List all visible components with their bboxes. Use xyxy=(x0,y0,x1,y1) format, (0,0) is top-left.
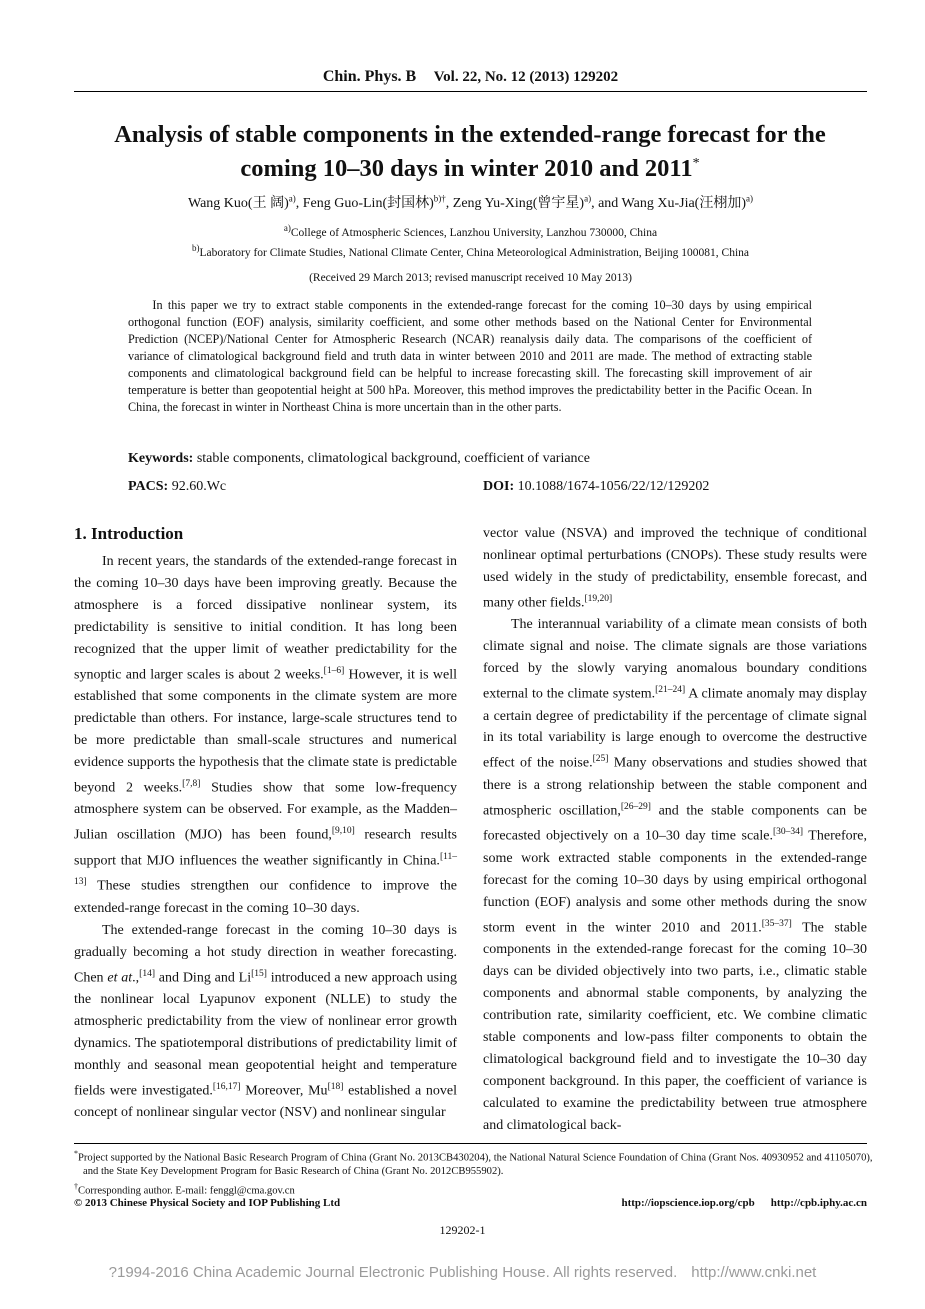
doi[interactable]: DOI: 10.1088/1674-1056/22/12/129202 xyxy=(483,479,710,494)
text-run: A climate anomaly may display a certain degree of predictability if the percentage of climate signal in its total variability is large enough to overcome the destructive effect of the noise. xyxy=(483,686,867,772)
journal-links xyxy=(621,1197,867,1209)
citation-ref[interactable]: [9,10] xyxy=(331,826,355,837)
footnote-funding: *Project supported by the National Basic Research Program of China (Grant No. 2013CB430204), the National Natural Science Foundation of China (Grant Nos. 40930952 and 41105070), and the State Key Development Program for Basic Research of China (Grant No. 2012CB955902). xyxy=(74,1149,873,1178)
text-run: ., xyxy=(132,970,140,986)
author-list: Wang Kuo(王 阔)$^{a)}$, Feng Guo-Lin(封国林)$^{b)\dagger}$, Zeng Yu-Xing(曾宇星)$^{a)}$, and Wang Xu-Jia(汪栩加)$^{a)}$ xyxy=(187,193,754,211)
paper-title xyxy=(60,120,880,183)
body-column-right xyxy=(483,523,867,1136)
title-line-2: coming 10–30 days in winter 2010 and 2011* xyxy=(240,155,700,183)
citation-ref[interactable]: [35–37] xyxy=(761,918,792,929)
text-run: The extended-range forecast in the coming 10–30 days is gradually becoming a hot study direction in weather forecasting. Chen xyxy=(74,922,457,986)
body-column-left xyxy=(74,551,457,1124)
link-cpb[interactable]: http://cpb.iphy.ac.cn xyxy=(770,1197,867,1209)
footnote-rule xyxy=(74,1143,867,1144)
title-footnote-mark[interactable]: * xyxy=(692,156,700,171)
pacs: PACS: 92.60.Wc xyxy=(128,479,227,494)
keywords: Keywords: stable components, climatological background, coefficient of variance xyxy=(128,451,590,466)
citation-ref[interactable]: [1–6] xyxy=(323,665,345,676)
text-run: Moreover, Mu xyxy=(240,1083,328,1099)
footnote-corresponding: †Corresponding author. E-mail: fenggl@cma.gov.cn xyxy=(74,1182,295,1197)
author-affiliation-mark: a) xyxy=(288,193,296,204)
watermark-url[interactable]: http://www.cnki.net xyxy=(691,1264,817,1281)
text-run: research results support that MJO influences the weather significantly in China. xyxy=(74,827,457,869)
author-affiliation-mark: b)† xyxy=(433,193,446,204)
body-paragraph xyxy=(74,551,457,920)
author-name: Zeng Yu-Xing(曾宇星) xyxy=(452,196,585,211)
section-heading-introduction: 1. Introduction xyxy=(74,524,184,543)
citation-ref[interactable]: [19,20] xyxy=(584,593,613,604)
link-iopscience[interactable]: http://iopscience.iop.org/cpb xyxy=(621,1197,755,1209)
text-run: established a novel concept of nonlinear singular vector (NSV) and nonlinear singular xyxy=(74,1083,458,1121)
citation-ref[interactable]: [26–29] xyxy=(620,801,651,812)
body-paragraph xyxy=(74,920,457,1124)
author-name: Feng Guo-Lin(封国林) xyxy=(302,196,434,211)
citation-ref[interactable]: [7,8] xyxy=(182,778,201,789)
italic-text: et at xyxy=(107,970,133,986)
author-affiliation-mark: a) xyxy=(584,193,592,204)
citation-ref[interactable]: [30–34] xyxy=(772,827,804,838)
citation-ref[interactable]: [15] xyxy=(251,968,267,979)
page-number: 129202-1 xyxy=(439,1223,486,1237)
citation-ref[interactable]: [16,17] xyxy=(212,1081,241,1092)
journal-citation: Vol. 22, No. 12 (2013) 129202 xyxy=(433,69,619,85)
abstract: In this paper we try to extract stable components in the extended-range forecast for the coming 10–30 days by using empirical orthogonal function (EOF) analysis, similarity coefficient, and some other methods based on the National Center for Environmental Prediction (NCEP)/National Center for Atmospheric Research (NCAR) reanalysis daily data. The comparisons of the coefficient of variance of climatological background field and truth data in winter between 2010 and 2011 are made. The method of extracting stable components and climatological background field can be helpful to increase forecasting skill. The forecasting skill improvement of air temperature is better than geopotential height at 500 hPa. Moreover, this method improves the predictability better in the Pacific Ocean. In China, the forecast in winter in Northeast China is more uncertain than in the other parts. xyxy=(128,298,812,414)
body-paragraph xyxy=(483,614,867,1136)
running-header xyxy=(74,68,867,86)
text-run: Many observations and studies showed that there is a strong relationship between the stable component and atmospheric oscillation, xyxy=(483,756,868,819)
text-run: These studies strengthen our confidence to improve the extended-range forecast in the coming 10–30 days. xyxy=(74,878,457,916)
author-name: Wang Xu-Jia(汪栩加) xyxy=(621,196,747,211)
author-affiliation-mark: a) xyxy=(746,193,754,204)
text-run: vector value (NSVA) and improved the technique of conditional nonlinear optimal perturbations (CNOPs). These study results were used widely in the study of predictability, ensemble forecast, and many other fields. xyxy=(483,526,867,611)
citation-ref[interactable]: [25] xyxy=(592,754,609,765)
citation-ref[interactable]: [21–24] xyxy=(655,685,686,695)
text-run: and the stable components can be forecasted objectively on a 10–30 day time scale. xyxy=(483,803,867,845)
journal-name: Chin. Phys. B xyxy=(322,68,417,85)
copyright: © 2013 Chinese Physical Society and IOP Publishing Ltd xyxy=(74,1197,341,1209)
text-run: Studies show that some low-frequency atmosphere system can be observed. For example, as the Madden–Julian oscillation (MJO) has been found, xyxy=(74,780,457,843)
text-run: and Ding and Li xyxy=(155,970,252,986)
affiliation-a: $^{a)}$College of Atmospheric Sciences, Lanzhou University, Lanzhou 730000, China xyxy=(283,223,658,239)
citation-ref[interactable]: [14] xyxy=(139,968,155,979)
text-run: Therefore, some work extracted stable components in the extended-range forecast for the coming 10–30 days by using empirical orthogonal function (EOF) analysis and some other methods during the snow storm event in the winter 2010 and 2011. xyxy=(483,829,867,936)
watermark: ?1994-2016 China Academic Journal Electronic Publishing House. All rights reserved. http://www.cnki.net xyxy=(108,1264,817,1281)
text-run: In recent years, the standards of the extended-range forecast in the coming 10–30 days have been improving greatly. Because the atmosphere is a forced dissipative nonlinear system, its predictability is sensitive to initial condition. It has long been recognized that the upper limit of weather predictability for the synoptic and larger scales is about 2 weeks. xyxy=(74,554,457,683)
title-line-1: Analysis of stable components in the extended-range forecast for the xyxy=(114,121,826,148)
body-paragraph xyxy=(483,523,867,614)
text-run: The stable components in the extended-range forecast for the coming 10–30 days can be divided objectively into two parts, i.e., climatic stable components and abnormal stable components, by analyzing the contribution rate, similarity coefficient, etc. We combine climatic stable components and low-pass filter components to obtain the climatological background field and to investigate the 10–30 day component background. In this paper, the coefficient of variance is calculated to examine the predictability between true atmosphere and climatological back- xyxy=(483,920,867,1133)
text-run: The interannual variability of a climate mean consists of both climate signal and noise. The climate signals are those variations forced by the slowly varying anomalous boundary conditions external to the climate system. xyxy=(483,617,867,702)
text-run: However, it is well established that some components in the climate system are more predictable than others. For instance, large-scale structures tend to be more predictable than small-scale structures and numerical evidence supports the hypothesis that the climate state is predictable beyond 2 weeks. xyxy=(74,667,457,796)
received-dates: (Received 29 March 2013; revised manuscript received 10 May 2013) xyxy=(309,272,632,284)
citation-ref[interactable]: [11–13] xyxy=(74,851,457,888)
citation-ref[interactable]: [18] xyxy=(327,1081,344,1092)
affiliation-b: $^{b)}$Laboratory for Climate Studies, National Climate Center, China Meteorological Administration, Beijing 100081, China xyxy=(191,243,750,259)
text-run: introduced a new approach using the nonlinear local Lyapunov exponent (NLLE) to study the atmospheric predictability from the view of nonlinear error growth dynamics. The spatiotemporal distributions of predictability limit of monthly and seasonal mean geopotential height and temperature fields were investigated. xyxy=(74,970,457,1099)
author-name: Wang Kuo(王 阔) xyxy=(187,196,289,211)
header-rule xyxy=(74,91,867,92)
